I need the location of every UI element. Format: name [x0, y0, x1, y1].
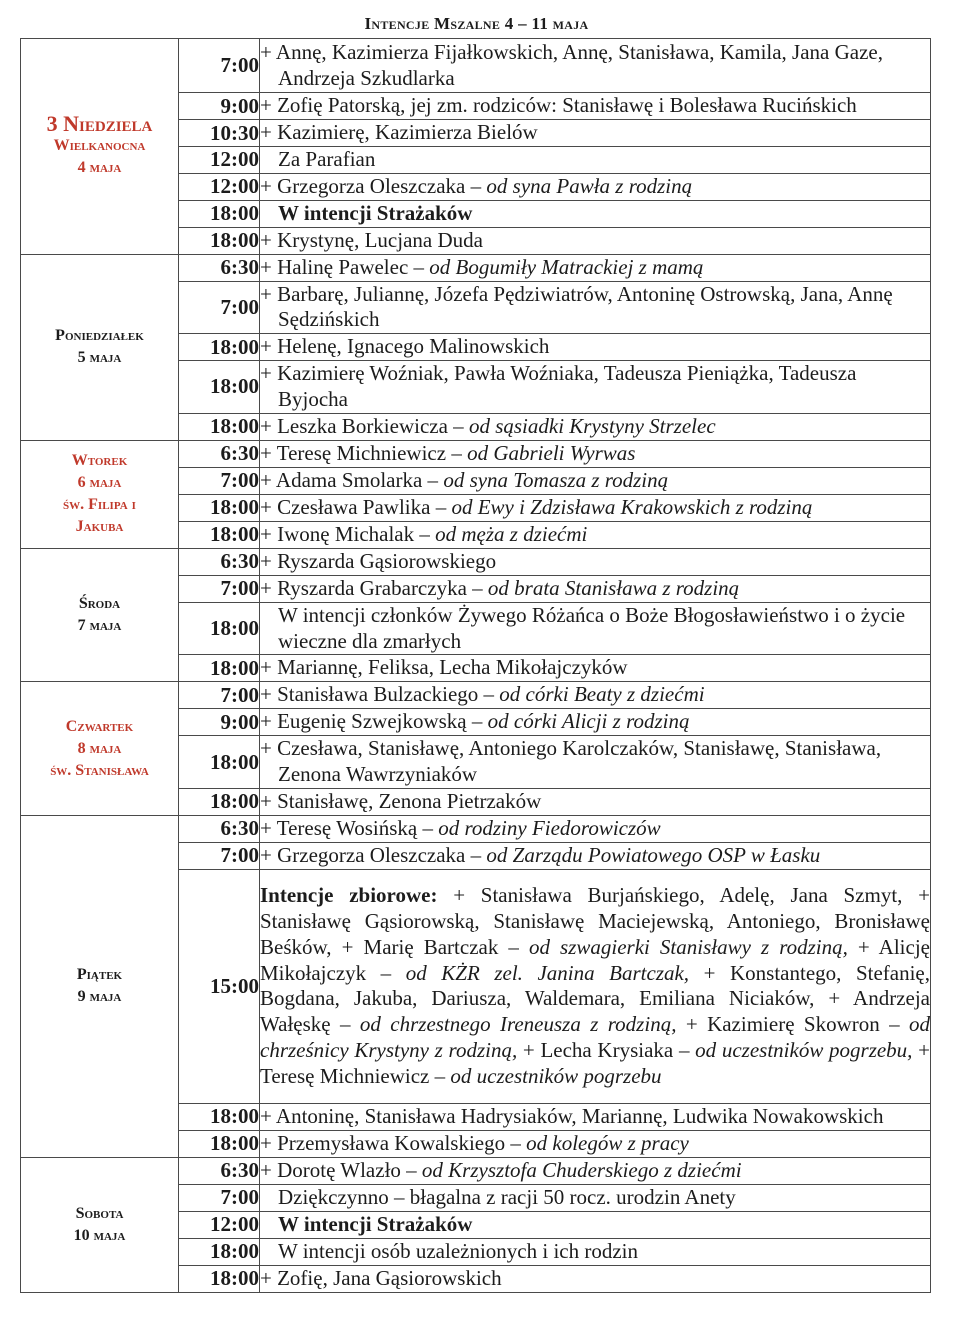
day-cell — [21, 1157, 179, 1292]
intention-text — [260, 816, 930, 842]
intention-cell — [260, 93, 931, 120]
intention-heading: W intencji Strażaków — [278, 200, 473, 225]
intention-offerer: od syna Tomasza z rodziną — [443, 467, 669, 492]
mass-time: 18:00 — [179, 494, 260, 521]
intention-segment: + Stanisława Burjańskiego, Adelę, Jana Szmyt, + Stanisławę Gąsiorowską, Stanisławę Maciejewską, Antoniego, Bronisławę Beśków, + Marię Bartczak – — [260, 883, 930, 959]
intention-cell — [260, 1130, 931, 1157]
intention-text — [260, 174, 930, 200]
intention-cell — [260, 147, 931, 174]
mass-time: 18:00 — [179, 227, 260, 254]
intention-text — [260, 1104, 930, 1130]
mass-time: 6:30 — [179, 440, 260, 467]
intention-segment: + Alicję Mikołajczyk – — [260, 934, 930, 985]
intention-text — [260, 1158, 930, 1184]
intention-row — [21, 39, 931, 93]
intention-offerer: od uczestników pogrzebu, — [695, 1038, 913, 1063]
intention-text — [260, 1212, 930, 1238]
intention-segment: + Kazimierę Skowron – — [676, 1012, 910, 1037]
intention-segment: + Krystynę, Lucjana Duda — [260, 227, 483, 252]
intention-text — [260, 576, 930, 602]
intention-cell — [260, 361, 931, 414]
intention-text — [260, 120, 930, 146]
day-label-line: Wielkanocna — [53, 137, 146, 155]
mass-time: 6:30 — [179, 815, 260, 842]
day-cell — [21, 39, 179, 255]
intention-segment: W intencji członków Żywego Różańca o Boże Błogosławieństwo i o życie wieczne dla zmarłych — [278, 602, 906, 653]
mass-time: 9:00 — [179, 709, 260, 736]
intention-text — [260, 441, 930, 467]
intention-offerer: od kolegów z pracy — [526, 1131, 689, 1156]
day-label-line: św. Filipa i — [63, 496, 136, 514]
intention-offerer: od Zarządu Powiatowego OSP w Łasku — [486, 843, 821, 868]
intention-segment: Dziękczynno – błagalna z racji 50 rocz. urodzin Anety — [278, 1185, 736, 1210]
intention-cell — [260, 1184, 931, 1211]
intention-cell — [260, 709, 931, 736]
intention-cell — [260, 494, 931, 521]
intention-segment: + Leszka Borkiewicza – — [260, 413, 469, 438]
intention-cell — [260, 173, 931, 200]
intention-segment: + Dorotę Wlazło – — [260, 1158, 422, 1183]
intention-segment: + Ryszarda Grabarczyka – — [260, 575, 488, 600]
intention-segment: + Eugenię Szwejkowską – — [260, 709, 488, 734]
intention-text — [260, 883, 930, 1089]
mass-time: 18:00 — [179, 521, 260, 548]
intention-offerer: od męża z dziećmi — [435, 521, 588, 546]
intention-segment: + Teresę Wosińską – — [260, 816, 439, 841]
intention-cell — [260, 1103, 931, 1130]
intention-segment: + Annę, Kazimierza Fijałkowskich, Annę, Stanisława, Kamila, Jana Gaze, Andrzeja Szkudlarka — [260, 39, 883, 90]
intention-segment: + Przemysława Kowalskiego – — [260, 1131, 527, 1156]
mass-time: 15:00 — [179, 869, 260, 1103]
intention-offerer: od sąsiadki Krystyny Strzelec — [468, 413, 716, 438]
mass-time: 7:00 — [179, 1184, 260, 1211]
intention-cell — [260, 655, 931, 682]
intention-cell — [260, 521, 931, 548]
intention-cell — [260, 334, 931, 361]
mass-time: 7:00 — [179, 39, 260, 93]
intention-segment: + Helenę, Ignacego Malinowskich — [260, 334, 550, 359]
intention-segment: W intencji osób uzależnionych i ich rodzin — [278, 1239, 639, 1264]
day-label-line: 3 Niedziela — [46, 111, 153, 137]
intention-segment: + Stanisławę, Zenona Pietrzaków — [260, 789, 542, 814]
intention-text — [260, 1239, 930, 1265]
day-label-line: Środa — [78, 595, 121, 613]
intention-offerer: od uczestników pogrzebu — [450, 1063, 662, 1088]
intention-offerer: od córki Alicji z rodziną — [487, 709, 690, 734]
intention-cell — [260, 548, 931, 575]
mass-time: 7:00 — [179, 281, 260, 334]
intention-cell — [260, 120, 931, 147]
mass-time: 12:00 — [179, 173, 260, 200]
intention-segment: + Konstantego, Stefanię, Bogdana, Jakuba, Dariusza, Waldemara, Emiliana Niciaków, + Andrzeja Wałęskę – — [260, 960, 930, 1037]
day-cell — [21, 440, 179, 548]
intention-offerer: od Ewy i Zdzisława Krakowskich z rodziną — [451, 494, 813, 519]
intention-heading: W intencji Strażaków — [278, 1212, 473, 1237]
intention-text — [260, 843, 930, 869]
intention-segment: + Grzegorza Oleszczaka – — [260, 843, 487, 868]
intention-offerer: od chrzestnego Ireneusza z rodziną, — [359, 1012, 677, 1037]
intention-cell — [260, 1211, 931, 1238]
intention-text — [260, 334, 930, 360]
mass-time: 18:00 — [179, 736, 260, 789]
intention-cell — [260, 1238, 931, 1265]
intention-text — [260, 655, 930, 681]
intention-segment: + Zofię, Jana Gąsiorowskich — [260, 1266, 502, 1291]
intention-offerer: od Bogumiły Matrackiej z mamą — [429, 254, 704, 279]
mass-intentions-body — [21, 39, 931, 1293]
mass-time: 6:30 — [179, 1157, 260, 1184]
intention-text — [260, 282, 930, 334]
intention-cell — [260, 602, 931, 655]
intention-text — [260, 1266, 930, 1292]
intention-segment: Za Parafian — [278, 147, 376, 171]
mass-time: 6:30 — [179, 254, 260, 281]
day-label-line: 8 maja — [77, 739, 122, 757]
intention-text — [260, 789, 930, 815]
intention-offerer: od syna Pawła z rodziną — [486, 173, 693, 198]
intention-cell — [260, 682, 931, 709]
day-label-line: Poniedziałek — [55, 327, 144, 345]
intention-cell — [260, 254, 931, 281]
intention-text — [260, 603, 930, 655]
intention-segment: + Adama Smolarka – — [260, 467, 444, 492]
day-cell — [21, 815, 179, 1157]
intention-segment: + Mariannę, Feliksa, Lecha Mikołajczyków — [260, 655, 628, 680]
page-title: Intencje Mszalne 4 – 11 maja — [364, 14, 589, 33]
day-label-line: Piątek — [76, 966, 123, 984]
intention-row — [21, 254, 931, 281]
intention-text — [260, 1131, 930, 1157]
intention-segment: + Zofię Patorską, jej zm. rodziców: Stanisławę i Bolesława Rucińskich — [260, 93, 857, 118]
intention-row — [21, 682, 931, 709]
intention-text — [260, 93, 930, 119]
intention-offerer: od szwagierki Stanisławy z rodziną, — [528, 934, 848, 959]
intention-text — [260, 255, 930, 281]
intention-offerer: od Krzysztofa Chuderskiego z dziećmi — [421, 1158, 742, 1183]
mass-time: 7:00 — [179, 682, 260, 709]
mass-time: 18:00 — [179, 788, 260, 815]
intention-cell — [260, 281, 931, 334]
intention-cell — [260, 1157, 931, 1184]
intention-segment: + Kazimierę Woźniak, Pawła Woźniaka, Tadeusza Pieniążka, Tadeusza Byjocha — [260, 361, 857, 411]
intention-segment: + Lecha Krysiaka – — [517, 1038, 696, 1063]
intention-offerer: od rodziny Fiedorowiczów — [438, 816, 661, 841]
intention-offerer: od Gabrieli Wyrwas — [467, 440, 636, 465]
day-cell — [21, 548, 179, 682]
mass-time: 18:00 — [179, 413, 260, 440]
day-label-line: 10 maja — [73, 1226, 126, 1244]
day-cell — [21, 682, 179, 816]
intention-text — [260, 549, 930, 575]
mass-intentions-table — [20, 38, 931, 1293]
intention-text — [260, 709, 930, 735]
intention-cell — [260, 413, 931, 440]
intention-cell — [260, 440, 931, 467]
intention-segment: + Teresę Michniewicz – — [260, 440, 468, 465]
mass-time: 18:00 — [179, 1265, 260, 1292]
intention-text — [260, 495, 930, 521]
day-label-line: Jakuba — [75, 518, 124, 536]
intention-row — [21, 815, 931, 842]
intention-text — [260, 736, 930, 788]
day-label-line: 6 maja — [77, 474, 122, 492]
intention-offerer: od KŻR zel. Janina Bartczak, — [405, 960, 690, 985]
mass-time: 10:30 — [179, 120, 260, 147]
intention-segment: + Czesława Pawlika – — [260, 494, 452, 519]
day-cell — [21, 254, 179, 440]
intention-cell — [260, 869, 931, 1103]
intention-row — [21, 440, 931, 467]
day-label-line: 5 maja — [77, 349, 122, 367]
intention-cell — [260, 227, 931, 254]
day-label-line: Sobota — [75, 1204, 124, 1222]
intention-cell — [260, 575, 931, 602]
mass-time: 12:00 — [179, 147, 260, 174]
intention-offerer: od chrześnicy Krystyny z rodziną, — [260, 1012, 931, 1063]
intention-segment: + Ryszarda Gąsiorowskiego — [260, 548, 497, 573]
mass-time: 6:30 — [179, 548, 260, 575]
mass-time: 18:00 — [179, 334, 260, 361]
intention-segment: + Halinę Pawelec – — [260, 254, 430, 279]
intention-text — [260, 522, 930, 548]
intention-offerer: od brata Stanisława z rodziną — [487, 575, 740, 600]
intention-cell — [260, 788, 931, 815]
mass-time: 18:00 — [179, 655, 260, 682]
mass-time: 18:00 — [179, 1238, 260, 1265]
mass-time: 7:00 — [179, 842, 260, 869]
intention-offerer: od córki Beaty z dziećmi — [499, 682, 705, 707]
mass-time: 18:00 — [179, 1130, 260, 1157]
intention-text — [260, 468, 930, 494]
intention-text — [260, 228, 930, 254]
intention-segment: + Stanisława Bulzackiego – — [260, 682, 500, 707]
intention-text — [260, 40, 930, 92]
mass-time: 18:00 — [179, 200, 260, 227]
day-label-line: 9 maja — [77, 988, 122, 1006]
day-label-line: św. Stanisława — [50, 761, 149, 779]
intention-row — [21, 548, 931, 575]
day-label-line: 7 maja — [77, 617, 122, 635]
intention-text — [260, 1185, 930, 1211]
mass-time: 18:00 — [179, 1103, 260, 1130]
mass-time: 7:00 — [179, 575, 260, 602]
day-label-line: Wtorek — [71, 452, 128, 470]
intention-heading: Intencje zbiorowe: — [260, 883, 438, 908]
intention-cell — [260, 200, 931, 227]
intention-segment: + Barbarę, Juliannę, Józefa Pędziwiatrów, Antoninę Ostrowską, Jana, Annę Sędzińskich — [260, 281, 893, 332]
intention-cell — [260, 736, 931, 789]
intention-text — [260, 682, 930, 708]
intention-segment: + Czesława, Stanisławę, Antoniego Karolczaków, Stanisławę, Stanisława, Zenona Wawrzyniaków — [260, 736, 882, 787]
mass-time: 9:00 — [179, 93, 260, 120]
intention-cell — [260, 1265, 931, 1292]
mass-time: 12:00 — [179, 1211, 260, 1238]
mass-time: 18:00 — [179, 602, 260, 655]
intention-cell — [260, 842, 931, 869]
intention-cell — [260, 39, 931, 93]
intention-text — [260, 147, 930, 173]
intention-text — [260, 201, 930, 227]
intention-segment: + Kazimierę, Kazimierza Bielów — [260, 120, 538, 145]
intention-row — [21, 1157, 931, 1184]
mass-time: 18:00 — [179, 361, 260, 414]
intention-cell — [260, 815, 931, 842]
intention-cell — [260, 467, 931, 494]
intention-segment: + Antoninę, Stanisława Hadrysiaków, Mariannę, Ludwika Nowakowskich — [260, 1104, 884, 1129]
intention-segment: + Grzegorza Oleszczaka – — [260, 173, 487, 198]
intention-text — [260, 361, 930, 413]
intention-segment: + Iwonę Michalak – — [260, 521, 436, 546]
mass-time: 7:00 — [179, 467, 260, 494]
day-label-line: Czwartek — [65, 717, 134, 735]
day-label-line: 4 maja — [77, 159, 122, 177]
intention-segment: + Teresę Michniewicz – — [260, 1038, 930, 1088]
intention-text — [260, 414, 930, 440]
